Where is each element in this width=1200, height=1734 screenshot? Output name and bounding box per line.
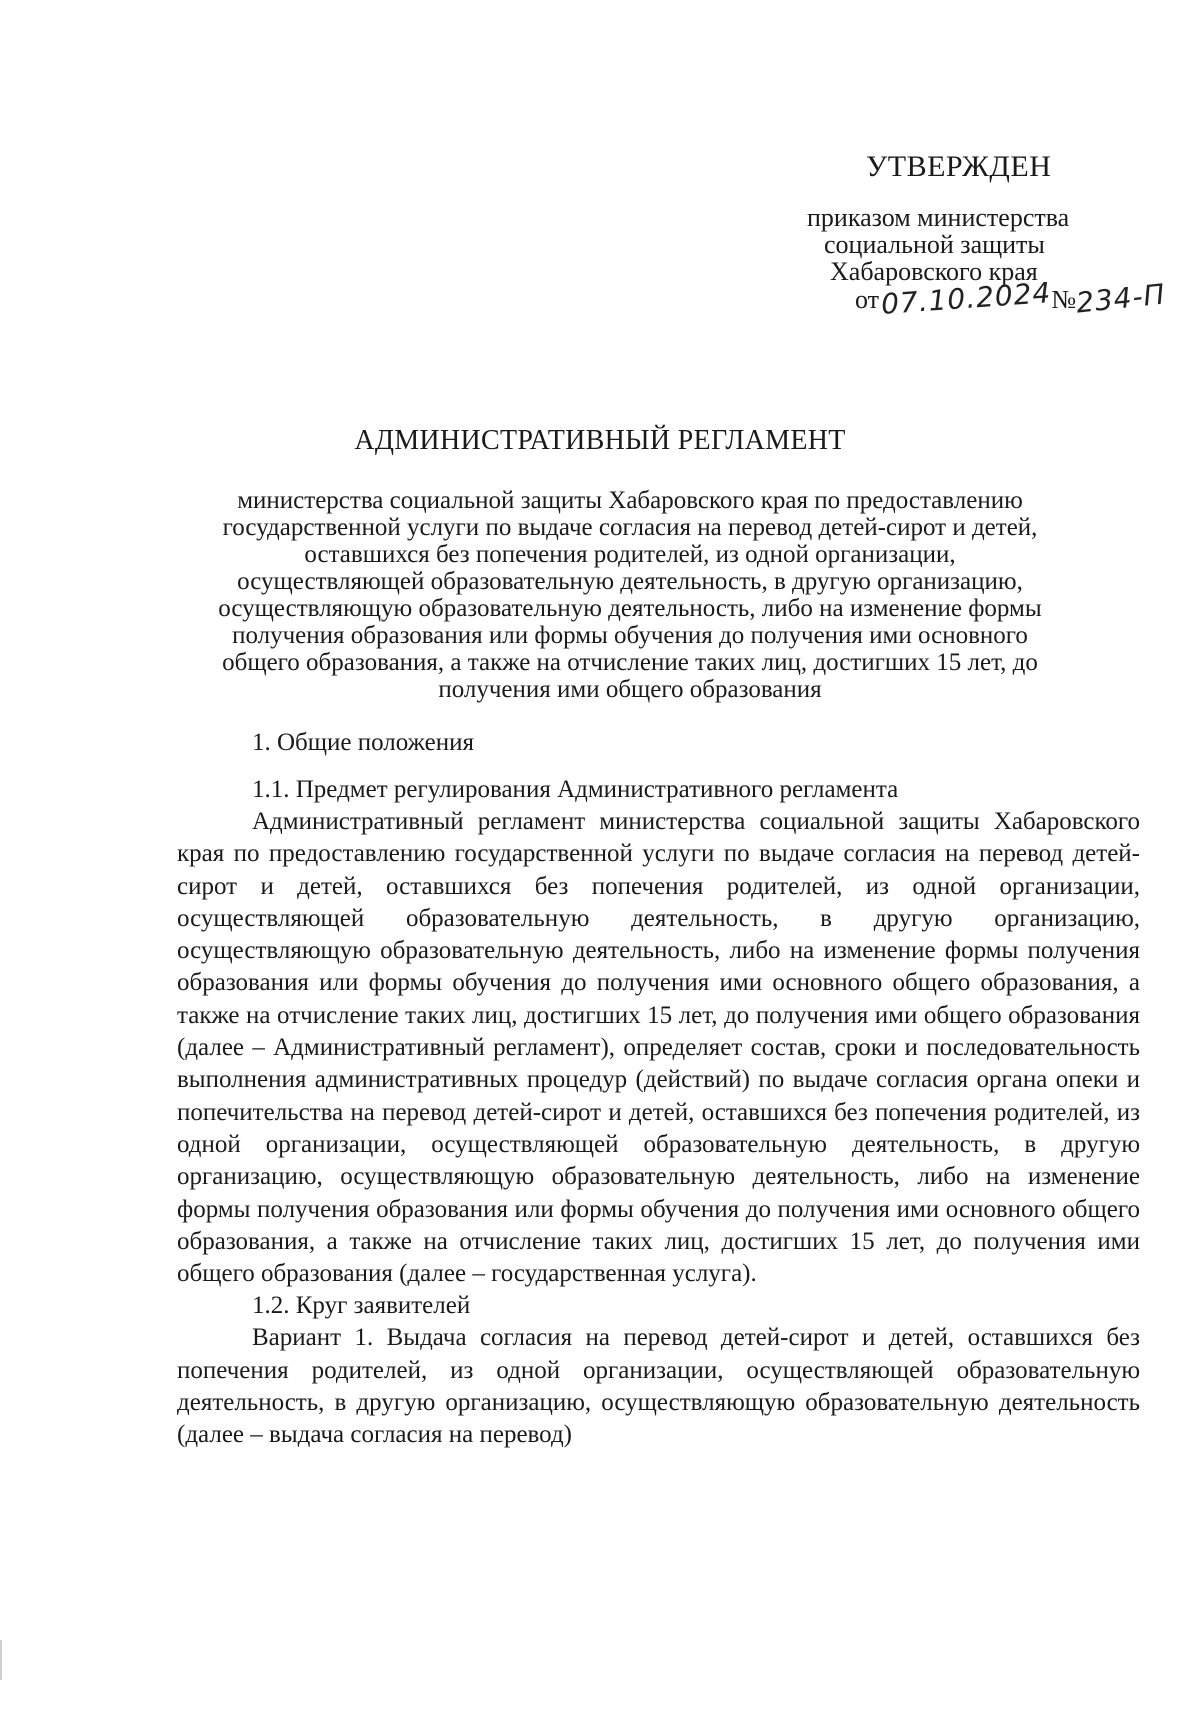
approval-title: УТВЕРЖДЕН — [866, 150, 1052, 183]
handwritten-number: 234-П — [1074, 277, 1168, 320]
subtitle-line: получения образования или формы обучения до получения ими основного — [232, 622, 1028, 649]
scan-edge-mark — [0, 1640, 2, 1680]
document-subtitle — [180, 487, 1080, 703]
approval-line-region: Хабаровского края — [830, 257, 1038, 286]
paragraph-subject: Административный регламент министерства социальной защиты Хабаровского края по предоставлению государственной услуги по выдаче согласия на перевод детей-сирот и детей, оставшихся без попечения родителей, из одной организации, осуществляющей образовательную деятельность, в другую организацию, осуществляющую образовательную деятельность, либо на изменение формы получения образования или формы обучения до получения ими основного общего образования, а также на отчисление таких лиц, достигших 15 лет, до получения ими общего образования (далее – Административный регламент), определяет состав, сроки и последовательность выполнения административных процедур (действий) по выдаче согласия органа опеки и попечительства на перевод детей-сирот и детей, оставшихся без попечения родителей, из одной организации, осуществляющей образовательную деятельность, в другую организацию, осуществляющую образовательную деятельность, либо на изменение формы получения образования или формы обучения до получения ими основного общего образования, а также на отчисление таких лиц, достигших 15 лет, до получения ими общего образования (далее – государственная услуга). — [177, 808, 1140, 1288]
subtitle-line: получения ими общего образования — [438, 676, 822, 703]
subtitle-line: общего образования, а также на отчисление таких лиц, достигших 15 лет, до — [222, 649, 1038, 676]
approval-line-ministry: социальной защиты — [824, 230, 1045, 259]
subtitle-line: осуществляющую образовательную деятельность, либо на изменение формы — [218, 595, 1042, 622]
handwritten-date: 07.10.2024 — [880, 276, 1053, 321]
approval-line-order: приказом министерства — [807, 203, 1070, 232]
subsection-heading: 1.2. Круг заявителей — [252, 1292, 471, 1320]
subtitle-line: государственной услуги по выдаче согласия на перевод детей-сирот и детей, — [222, 514, 1038, 541]
section-heading: 1. Общие положения — [252, 729, 474, 756]
subtitle-line: осуществляющей образовательную деятельность, в другую организацию, — [237, 568, 1023, 595]
number-prefix: № — [1051, 285, 1077, 314]
document-title: АДМИНИСТРАТИВНЫЙ РЕГЛАМЕНТ — [354, 425, 846, 456]
paragraph-applicants: Вариант 1. Выдача согласия на перевод детей-сирот и детей, оставшихся без попечения родителей, из одной организации, осуществляющей образовательную деятельность, в другую организацию, осуществляющую образовательную деятельность (далее – выдача согласия на перевод) — [177, 1324, 1140, 1449]
approval-date-number — [855, 276, 1168, 321]
subtitle-line: министерства социальной защиты Хабаровского края по предоставлению — [237, 487, 1023, 514]
document-body — [177, 727, 1140, 1452]
date-prefix: от — [855, 285, 880, 314]
subsection-heading: 1.1. Предмет регулирования Административного регламента — [252, 776, 899, 803]
subtitle-line: оставшихся без попечения родителей, из одной организации, — [304, 541, 956, 568]
